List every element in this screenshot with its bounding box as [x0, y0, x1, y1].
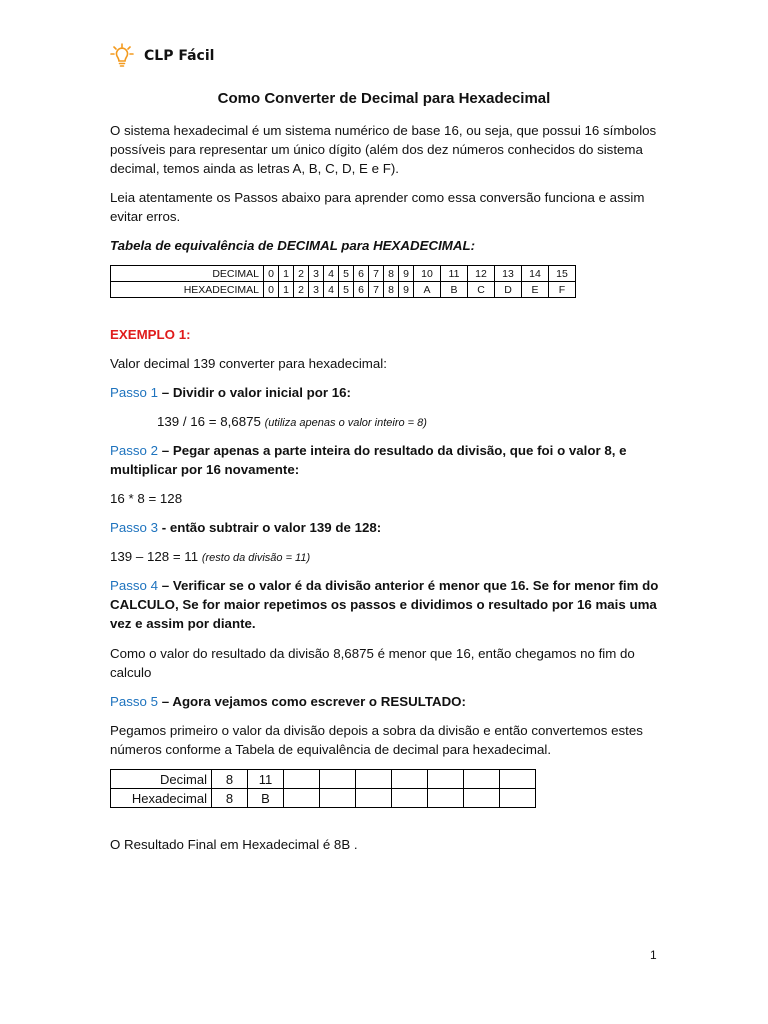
step-1 [110, 383, 670, 402]
table-cell: B [441, 282, 468, 298]
table-heading: Tabela de equivalência de DECIMAL para HEXADECIMAL: [110, 238, 476, 253]
table-cell: A [414, 282, 441, 298]
table-cell [392, 789, 428, 808]
table-cell: 2 [294, 282, 309, 298]
table-cell: 1 [279, 266, 294, 282]
step-2 [110, 441, 670, 479]
step-3 [110, 518, 670, 537]
table-cell: 3 [309, 266, 324, 282]
table-cell: 8 [212, 770, 248, 789]
logo-text: CLP Fácil [144, 48, 215, 64]
table-cell: D [495, 282, 522, 298]
step-label: Passo 1 [110, 385, 159, 400]
step-label: Passo 4 [110, 578, 159, 593]
table-cell: 14 [522, 266, 549, 282]
table-cell [356, 770, 392, 789]
table-cell: F [549, 282, 576, 298]
calc-note: (resto da divisão = 11) [201, 552, 311, 564]
row-label-hexadecimal: Hexadecimal [111, 789, 212, 808]
table-cell [464, 789, 500, 808]
table-cell: 11 [248, 770, 284, 789]
equivalence-table [110, 265, 576, 298]
table-row [111, 770, 536, 789]
step-text: – Verificar se o valor é da divisão anterior é menor que 16. Se for menor fim do CALCULO, Se for maior repetimos os passos e dividimos o resultado por 16 mais uma vez e assim por diante. [110, 578, 659, 631]
table-cell [500, 770, 536, 789]
final-result: O Resultado Final em Hexadecimal é 8B . [110, 837, 358, 852]
table-cell: 0 [264, 266, 279, 282]
table-cell [500, 789, 536, 808]
table-cell: 6 [354, 266, 369, 282]
step-3-calculation [110, 547, 670, 568]
table-cell: 2 [294, 266, 309, 282]
example-heading: EXEMPLO 1: [110, 327, 191, 342]
step-4-note: Como o valor do resultado da divisão 8,6875 é menor que 16, então chegamos no fim do calculo [110, 646, 635, 680]
row-label-hexadecimal: HEXADECIMAL [111, 282, 264, 298]
table-cell: 0 [264, 282, 279, 298]
table-cell: 13 [495, 266, 522, 282]
table-cell [284, 770, 320, 789]
table-cell: 9 [399, 282, 414, 298]
step-text: - então subtrair o valor 139 de 128: [158, 520, 382, 535]
logo [108, 42, 214, 70]
row-label-decimal: Decimal [111, 770, 212, 789]
table-cell [464, 770, 500, 789]
table-cell: 4 [324, 282, 339, 298]
row-label-decimal: DECIMAL [111, 266, 264, 282]
step-5 [110, 692, 670, 711]
table-cell: 4 [324, 266, 339, 282]
table-cell: 11 [441, 266, 468, 282]
step-4 [110, 576, 670, 633]
table-cell: 7 [369, 266, 384, 282]
step-5-text: Pegamos primeiro o valor da divisão depois a sobra da divisão e então convertemos estes números conforme a Tabela de equivalência de decimal para hexadecimal. [110, 723, 643, 757]
table-cell: 15 [549, 266, 576, 282]
table-cell [428, 770, 464, 789]
table-cell: 10 [414, 266, 441, 282]
table-row [111, 266, 576, 282]
table-cell: 5 [339, 282, 354, 298]
table-cell: E [522, 282, 549, 298]
step-2-calculation: 16 * 8 = 128 [110, 491, 183, 506]
calc-text: 139 / 16 = 8,6875 [157, 414, 265, 429]
table-cell [356, 789, 392, 808]
step-text: – Dividir o valor inicial por 16: [158, 385, 351, 400]
step-1-calculation [157, 412, 657, 433]
table-cell: 3 [309, 282, 324, 298]
table-cell: 8 [384, 282, 399, 298]
step-text: – Agora vejamos como escrever o RESULTADO: [158, 694, 466, 709]
table-cell: 8 [384, 266, 399, 282]
table-row [111, 789, 536, 808]
table-cell: 6 [354, 282, 369, 298]
step-label: Passo 3 [110, 520, 159, 535]
calc-note: (utiliza apenas o valor inteiro = 8) [264, 417, 427, 429]
intro-paragraph-1: O sistema hexadecimal é um sistema numérico de base 16, ou seja, que possui 16 símbolos possíveis para representar um único dígito (além dos dez números conhecidos do sistema decimal, temos ainda as letras A, B, C, D, E e F). [110, 123, 657, 176]
step-label: Passo 2 [110, 443, 159, 458]
table-cell: 7 [369, 282, 384, 298]
calc-text: 139 – 128 = 11 [110, 549, 202, 564]
result-table [110, 769, 536, 808]
step-text: – Pegar apenas a parte inteira do resultado da divisão, que foi o valor 8, e multiplicar por 16 novamente: [110, 443, 627, 477]
table-row [111, 282, 576, 298]
table-cell [284, 789, 320, 808]
example-statement: Valor decimal 139 converter para hexadecimal: [110, 356, 387, 371]
table-cell: 12 [468, 266, 495, 282]
table-cell [428, 789, 464, 808]
intro-paragraph-2: Leia atentamente os Passos abaixo para aprender como essa conversão funciona e assim evitar erros. [110, 190, 645, 224]
lightbulb-icon [108, 42, 140, 70]
page-title: Como Converter de Decimal para Hexadecimal [217, 90, 551, 107]
table-cell: C [468, 282, 495, 298]
table-cell: B [248, 789, 284, 808]
table-cell [320, 789, 356, 808]
table-cell: 1 [279, 282, 294, 298]
table-cell [320, 770, 356, 789]
step-label: Passo 5 [110, 694, 159, 709]
table-cell [392, 770, 428, 789]
page-number: 1 [650, 948, 657, 962]
table-cell: 5 [339, 266, 354, 282]
table-cell: 8 [212, 789, 248, 808]
table-cell: 9 [399, 266, 414, 282]
